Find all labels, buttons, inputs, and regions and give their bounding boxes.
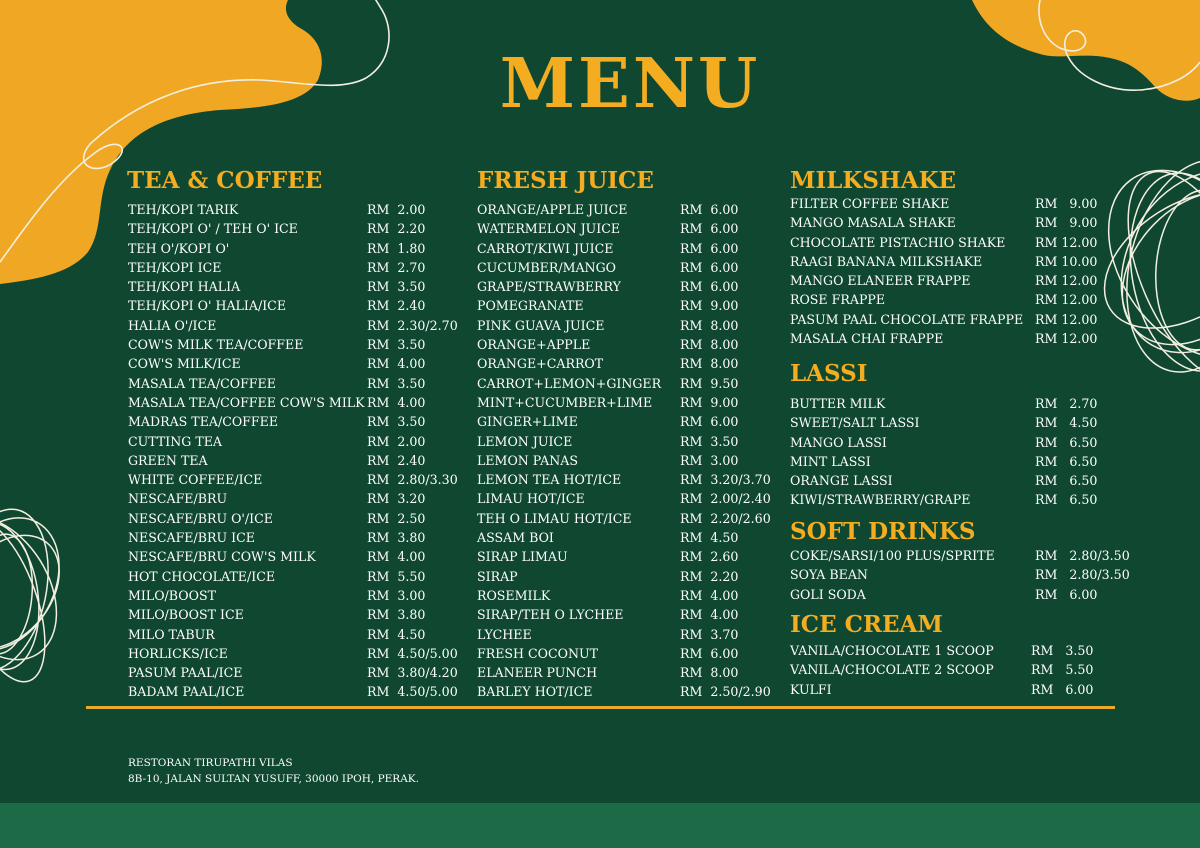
item-name: GRAPE/STRAWBERRY: [477, 279, 621, 295]
item-name: ROSEMILK: [477, 587, 551, 603]
menu-item: [477, 393, 777, 412]
item-price: RM 12.00: [1035, 292, 1098, 308]
item-name: TEH/KOPI ICE: [128, 259, 222, 275]
item-price: RM 3.50: [1031, 643, 1094, 658]
item-price: RM 4.00: [367, 394, 426, 410]
menu-item: [790, 641, 1120, 660]
item-price: RM 2.70: [1035, 396, 1098, 411]
item-name: VANILA/CHOCOLATE 2 SCOOP: [790, 662, 994, 678]
item-price: RM 4.00: [367, 356, 426, 372]
item-name: LIMAU HOT/ICE: [477, 491, 585, 507]
item-name: CARROT+LEMON+GINGER: [477, 375, 662, 391]
item-price: RM 6.50: [1035, 434, 1098, 450]
item-name: MASALA TEA/COFFEE: [128, 375, 276, 391]
menu-item: [477, 219, 777, 238]
menu-item: [790, 233, 1120, 252]
item-name: COW'S MILK/ICE: [128, 356, 241, 372]
item-name: LEMON JUICE: [477, 433, 573, 449]
item-name: HORLICKS/ICE: [128, 645, 228, 661]
item-name: NESCAFE/BRU O'/ICE: [128, 510, 273, 526]
item-name: SIRAP/TEH O LYCHEE: [477, 607, 624, 623]
soft-drinks-list: [790, 546, 1130, 604]
item-price: RM 5.50: [1031, 662, 1094, 678]
menu-item: [790, 213, 1120, 232]
item-price: RM 2.50/2.90: [680, 684, 771, 700]
menu-item: [128, 200, 468, 219]
menu-item: [790, 433, 1120, 452]
item-price: RM 2.60: [680, 549, 739, 565]
item-price: RM 2.30/2.70: [367, 317, 458, 333]
item-name: MASALA CHAI FRAPPE: [790, 331, 944, 347]
item-name: SIRAP: [477, 568, 518, 584]
menu-item: [477, 451, 777, 470]
item-price: RM 12.00: [1035, 311, 1098, 327]
menu-item: [128, 239, 468, 258]
menu-item: [128, 489, 468, 508]
item-name: VANILA/CHOCOLATE 1 SCOOP: [790, 643, 994, 658]
item-name: GOLI SODA: [790, 586, 866, 602]
item-name: TEH O LIMAU HOT/ICE: [477, 510, 632, 526]
item-price: RM 4.50/5.00: [367, 645, 458, 661]
item-name: MANGO MASALA SHAKE: [790, 215, 956, 231]
item-price: RM 3.50: [367, 375, 426, 391]
item-price: RM 9.50: [680, 375, 739, 391]
menu-item: [477, 412, 777, 431]
section-title-tea-coffee: TEA & COFFEE: [127, 167, 323, 194]
menu-item: [477, 644, 777, 663]
item-name: LEMON TEA HOT/ICE: [477, 472, 622, 488]
menu-item: [128, 219, 468, 238]
item-name: TEH/KOPI TARIK: [128, 202, 239, 217]
item-price: RM 3.50: [367, 337, 426, 353]
item-name: CUCUMBER/MANGO: [477, 259, 616, 275]
item-name: ELANEER PUNCH: [477, 665, 598, 681]
item-name: MINT+CUCUMBER+LIME: [477, 394, 653, 410]
item-name: BARLEY HOT/ICE: [477, 684, 593, 700]
menu-item: [790, 413, 1120, 432]
menu-item: [128, 258, 468, 277]
item-name: WATERMELON JUICE: [477, 221, 621, 237]
item-name: CARROT/KIWI JUICE: [477, 240, 614, 256]
item-name: GINGER+LIME: [477, 414, 578, 430]
item-name: TEH O'/KOPI O': [128, 240, 230, 256]
menu-item: [128, 335, 468, 354]
tea-coffee-list: [128, 200, 468, 702]
menu-item: [790, 471, 1120, 490]
menu-item: [477, 354, 777, 373]
item-name: TEH/KOPI O' HALIA/ICE: [128, 298, 287, 314]
item-name: HOT CHOCOLATE/ICE: [128, 568, 276, 584]
item-price: RM 4.00: [367, 549, 426, 565]
item-name: MANGO LASSI: [790, 434, 887, 450]
item-price: RM 9.00: [680, 298, 739, 314]
menu-item: [790, 290, 1120, 309]
menu-item: [477, 432, 777, 451]
item-price: RM 4.50: [1035, 415, 1098, 431]
menu-item: [128, 432, 468, 451]
item-name: NESCAFE/BRU ICE: [128, 530, 255, 546]
item-price: RM 4.50/5.00: [367, 684, 458, 700]
menu-item: [477, 528, 777, 547]
item-price: RM 6.00: [680, 240, 739, 256]
item-price: RM 4.50: [367, 626, 426, 642]
item-price: RM 3.80: [367, 607, 426, 623]
item-name: FILTER COFFEE SHAKE: [790, 196, 950, 211]
item-price: RM 6.50: [1035, 473, 1098, 489]
menu-item: [128, 470, 468, 489]
menu-item: [128, 605, 468, 624]
item-price: RM 4.00: [680, 607, 739, 623]
item-name: CUTTING TEA: [128, 433, 223, 449]
item-price: RM 6.00: [680, 414, 739, 430]
item-name: NESCAFE/BRU COW'S MILK: [128, 549, 316, 565]
item-name: ASSAM BOI: [477, 530, 554, 546]
item-price: RM 6.00: [680, 202, 739, 217]
item-name: TEH/KOPI O' / TEH O' ICE: [128, 221, 298, 237]
menu-item: [128, 586, 468, 605]
item-name: MILO/BOOST: [128, 587, 216, 603]
menu-item: [477, 547, 777, 566]
section-title-soft-drinks: SOFT DRINKS: [790, 518, 976, 545]
menu-item: [128, 528, 468, 547]
menu-item: [128, 644, 468, 663]
menu-item: [128, 547, 468, 566]
item-name: RAAGI BANANA MILKSHAKE: [790, 253, 983, 269]
item-price: RM 9.00: [1035, 196, 1098, 211]
section-title-fresh-juice: FRESH JUICE: [477, 167, 654, 194]
menu-item: [790, 490, 1120, 509]
menu-item: [128, 509, 468, 528]
menu-item: [477, 258, 777, 277]
item-name: COKE/SARSI/100 PLUS/SPRITE: [790, 548, 995, 563]
item-price: RM 2.80/3.30: [367, 472, 458, 488]
item-price: RM 3.50: [680, 433, 739, 449]
item-price: RM 8.00: [680, 317, 739, 333]
item-name: MASALA TEA/COFFEE COW'S MILK: [128, 394, 365, 410]
menu-item: [790, 565, 1130, 584]
item-price: RM 6.00: [680, 645, 739, 661]
menu-item: [128, 625, 468, 644]
item-name: PINK GUAVA JUICE: [477, 317, 605, 333]
item-price: RM 3.70: [680, 626, 739, 642]
menu-item: [790, 310, 1120, 329]
item-name: PASUM PAAL/ICE: [128, 665, 243, 681]
item-name: ORANGE+CARROT: [477, 356, 604, 372]
menu-item: [790, 546, 1130, 565]
item-name: POMEGRANATE: [477, 298, 584, 314]
section-title-milkshake: MILKSHAKE: [790, 167, 957, 194]
item-name: CHOCOLATE PISTACHIO SHAKE: [790, 234, 1006, 250]
item-price: RM 3.20: [367, 491, 426, 507]
menu-item: [477, 625, 777, 644]
item-price: RM 4.00: [680, 587, 739, 603]
item-price: RM 2.20: [680, 568, 739, 584]
menu-item: [477, 509, 777, 528]
item-price: RM 2.80/3.50: [1035, 548, 1130, 563]
fresh-juice-list: [477, 200, 777, 702]
item-price: RM 2.00: [367, 202, 426, 217]
item-price: RM 8.00: [680, 337, 739, 353]
menu-item: [477, 277, 777, 296]
menu-item: [790, 329, 1120, 348]
item-price: RM 12.00: [1035, 234, 1098, 250]
menu-title: MENU: [499, 44, 761, 124]
menu-item: [128, 354, 468, 373]
item-price: RM 2.40: [367, 298, 426, 314]
menu-item: [477, 586, 777, 605]
menu-item: [477, 682, 777, 701]
item-name: MILO TABUR: [128, 626, 215, 642]
item-name: KULFI: [790, 681, 832, 697]
menu-item: [128, 682, 468, 701]
item-price: RM 10.00: [1035, 253, 1098, 269]
menu-item: [477, 316, 777, 335]
item-name: SWEET/SALT LASSI: [790, 415, 920, 431]
item-price: RM 8.00: [680, 356, 739, 372]
menu-item: [790, 194, 1120, 213]
menu-item: [790, 680, 1120, 699]
item-name: LYCHEE: [477, 626, 532, 642]
item-price: RM 2.40: [367, 452, 426, 468]
item-price: RM 9.00: [680, 394, 739, 410]
item-price: RM 12.00: [1035, 273, 1098, 289]
item-name: MILO/BOOST ICE: [128, 607, 244, 623]
item-name: COW'S MILK TEA/COFFEE: [128, 337, 304, 353]
item-name: SOYA BEAN: [790, 567, 868, 583]
item-price: RM 3.80: [367, 530, 426, 546]
item-price: RM 2.00/2.40: [680, 491, 771, 507]
menu-item: [477, 374, 777, 393]
item-price: RM 2.20: [367, 221, 426, 237]
footer-band: [0, 803, 1200, 848]
item-price: RM 6.00: [1035, 586, 1098, 602]
menu-item: [128, 316, 468, 335]
menu-item: [477, 605, 777, 624]
item-name: MADRAS TEA/COFFEE: [128, 414, 279, 430]
menu-item: [128, 567, 468, 586]
item-price: RM 5.50: [367, 568, 426, 584]
item-price: RM 4.50: [680, 530, 739, 546]
menu-item: [128, 296, 468, 315]
item-price: RM 6.00: [680, 259, 739, 275]
item-name: MINT LASSI: [790, 453, 871, 469]
item-name: KIWI/STRAWBERRY/GRAPE: [790, 492, 971, 508]
menu-item: [790, 660, 1120, 679]
item-price: RM 3.50: [367, 279, 426, 295]
restaurant-name: RESTORAN TIRUPATHI VILAS: [128, 757, 293, 769]
item-price: RM 2.00: [367, 433, 426, 449]
scribble-ball-left: [0, 494, 81, 693]
ice-cream-list: [790, 641, 1120, 699]
item-price: RM 6.00: [680, 279, 739, 295]
menu-item: [790, 252, 1120, 271]
item-name: WHITE COFFEE/ICE: [128, 472, 263, 488]
item-price: RM 3.50: [367, 414, 426, 430]
item-price: RM 2.50: [367, 510, 426, 526]
item-name: LEMON PANAS: [477, 452, 578, 468]
milkshake-list: [790, 194, 1120, 348]
item-price: RM 6.00: [680, 221, 739, 237]
item-name: SIRAP LIMAU: [477, 549, 568, 565]
item-name: BADAM PAAL/ICE: [128, 684, 245, 700]
menu-item: [128, 374, 468, 393]
menu-item: [477, 200, 777, 219]
restaurant-address: 8B-10, JALAN SULTAN YUSUFF, 30000 IPOH, PERAK.: [128, 773, 419, 785]
menu-item: [790, 271, 1120, 290]
menu-item: [477, 663, 777, 682]
item-price: RM 3.20/3.70: [680, 472, 771, 488]
item-price: RM 2.20/2.60: [680, 510, 771, 526]
menu-item: [477, 489, 777, 508]
menu-item: [790, 585, 1130, 604]
section-title-ice-cream: ICE CREAM: [790, 611, 943, 638]
item-price: RM 1.80: [367, 240, 426, 256]
menu-item: [128, 451, 468, 470]
item-name: NESCAFE/BRU: [128, 491, 228, 507]
item-name: GREEN TEA: [128, 452, 208, 468]
menu-item: [128, 663, 468, 682]
item-name: PASUM PAAL CHOCOLATE FRAPPE: [790, 311, 1024, 327]
item-name: ORANGE+APPLE: [477, 337, 591, 353]
item-name: ORANGE/APPLE JUICE: [477, 202, 628, 217]
item-price: RM 2.70: [367, 259, 426, 275]
menu-item: [477, 239, 777, 258]
item-price: RM 2.80/3.50: [1035, 567, 1130, 583]
menu-item: [477, 470, 777, 489]
item-price: RM 6.50: [1035, 453, 1098, 469]
item-price: RM 6.00: [1031, 681, 1094, 697]
item-price: RM 3.00: [367, 587, 426, 603]
item-price: RM 3.00: [680, 452, 739, 468]
item-price: RM 12.00: [1035, 331, 1098, 347]
item-name: ORANGE LASSI: [790, 473, 893, 489]
item-name: FRESH COCONUT: [477, 645, 598, 661]
section-title-lassi: LASSI: [790, 360, 868, 387]
menu-item: [128, 412, 468, 431]
item-name: HALIA O'/ICE: [128, 317, 217, 333]
menu-item: [790, 394, 1120, 413]
item-name: BUTTER MILK: [790, 396, 886, 411]
item-name: ROSE FRAPPE: [790, 292, 886, 308]
item-name: MANGO ELANEER FRAPPE: [790, 273, 971, 289]
item-price: RM 8.00: [680, 665, 739, 681]
item-price: RM 6.50: [1035, 492, 1098, 508]
item-price: RM 9.00: [1035, 215, 1098, 231]
menu-item: [128, 393, 468, 412]
divider-line: [86, 706, 1115, 709]
menu-item: [477, 335, 777, 354]
item-price: RM 3.80/4.20: [367, 665, 458, 681]
menu-item: [477, 567, 777, 586]
menu-item: [790, 452, 1120, 471]
menu-item: [477, 296, 777, 315]
lassi-list: [790, 394, 1120, 510]
item-name: TEH/KOPI HALIA: [128, 279, 241, 295]
menu-item: [128, 277, 468, 296]
